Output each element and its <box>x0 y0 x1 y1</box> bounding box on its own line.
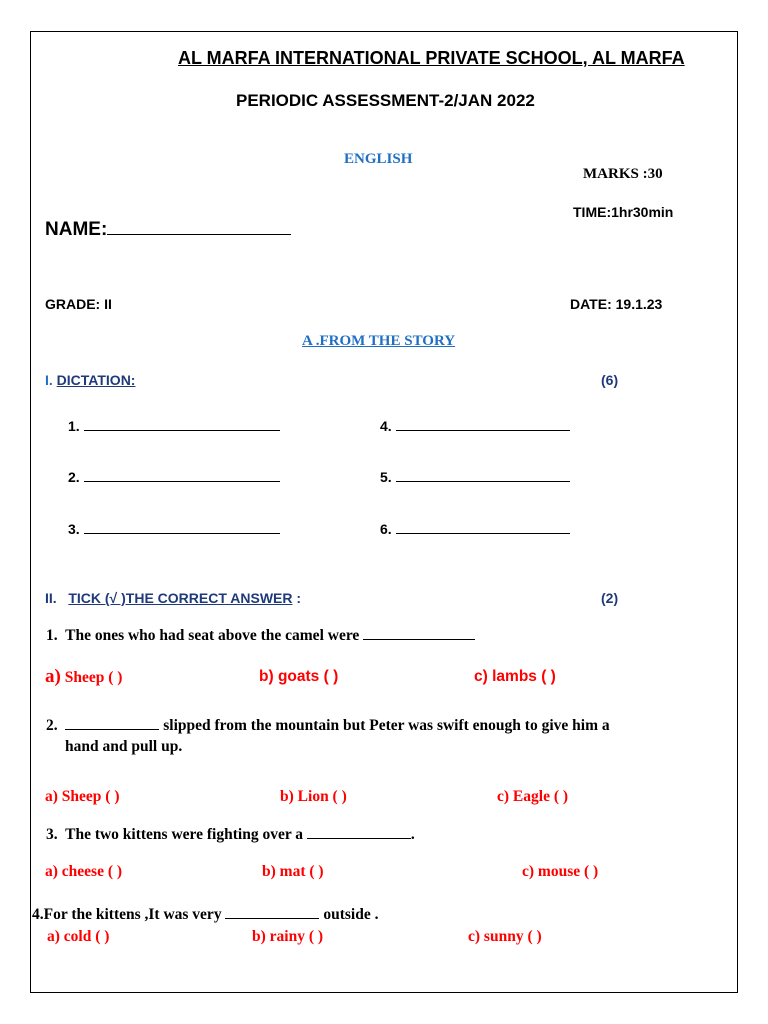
subject-title: ENGLISH <box>344 151 413 167</box>
q3-option-c[interactable]: c) mouse ( ) <box>522 863 599 880</box>
dictation-blank[interactable] <box>84 533 280 534</box>
q4-option-c[interactable]: c) sunny ( ) <box>468 928 542 945</box>
dictation-number: I. <box>45 372 53 388</box>
q2-option-a[interactable]: a) Sheep ( ) <box>45 788 120 805</box>
answer-blank[interactable] <box>363 639 475 640</box>
question-3: 3. The two kittens were fighting over a . <box>46 826 415 843</box>
dictation-item[interactable]: 5. <box>380 469 570 485</box>
dictation-blank[interactable] <box>396 430 570 431</box>
question-2: 2. slipped from the mountain but Peter was swift enough to give him a <box>46 717 610 734</box>
dictation-item[interactable]: 3. <box>68 521 280 537</box>
q3-option-a[interactable]: a) cheese ( ) <box>45 863 123 880</box>
question-2-line-2: hand and pull up. <box>65 738 183 755</box>
dictation-item[interactable]: 6. <box>380 521 570 537</box>
tick-colon: : <box>296 590 302 606</box>
assessment-title: PERIODIC ASSESSMENT-2/JAN 2022 <box>236 91 535 110</box>
q3-option-b[interactable]: b) mat ( ) <box>262 863 324 880</box>
q1-option-c[interactable]: c) lambs ( ) <box>474 668 556 685</box>
date-label: DATE: 19.1.23 <box>570 296 663 312</box>
marks-label: MARKS :30 <box>583 166 663 182</box>
answer-blank[interactable] <box>307 838 411 839</box>
dictation-blank[interactable] <box>84 430 280 431</box>
name-blank[interactable] <box>107 234 291 235</box>
school-name: AL MARFA INTERNATIONAL PRIVATE SCHOOL, AL MARFA <box>178 48 685 68</box>
section-a-title: A .FROM THE STORY <box>302 333 456 349</box>
question-4: 4.For the kittens ,It was very outside . <box>32 906 379 923</box>
dictation-blank[interactable] <box>396 533 570 534</box>
tick-title: TICK (√ )THE CORRECT ANSWER <box>68 590 293 606</box>
q1-option-a[interactable]: a) Sheep ( ) <box>45 666 123 687</box>
q2-option-b[interactable]: b) Lion ( ) <box>280 788 347 805</box>
dictation-blank[interactable] <box>396 481 570 482</box>
dictation-heading <box>45 372 135 388</box>
q1-option-b[interactable]: b) goats ( ) <box>259 668 339 685</box>
dictation-item[interactable]: 2. <box>68 469 280 485</box>
dictation-item[interactable]: 4. <box>380 418 570 434</box>
answer-blank[interactable] <box>225 918 319 919</box>
time-label: TIME:1hr30min <box>573 204 674 220</box>
tick-number: II. <box>45 590 57 606</box>
q4-option-a[interactable]: a) cold ( ) <box>47 928 110 945</box>
answer-blank[interactable] <box>65 729 159 730</box>
q2-option-c[interactable]: c) Eagle ( ) <box>497 788 569 805</box>
tick-heading <box>45 590 301 606</box>
grade-label: GRADE: II <box>45 296 112 312</box>
q4-option-b[interactable]: b) rainy ( ) <box>252 928 324 945</box>
name-field[interactable] <box>45 219 291 241</box>
dictation-marks: (6) <box>601 372 619 388</box>
dictation-title: DICTATION: <box>56 372 136 388</box>
tick-marks: (2) <box>601 590 619 606</box>
question-1: 1. The ones who had seat above the camel were <box>46 627 475 645</box>
dictation-blank[interactable] <box>84 481 280 482</box>
name-label: NAME: <box>45 219 108 240</box>
dictation-item[interactable]: 1. <box>68 418 280 434</box>
